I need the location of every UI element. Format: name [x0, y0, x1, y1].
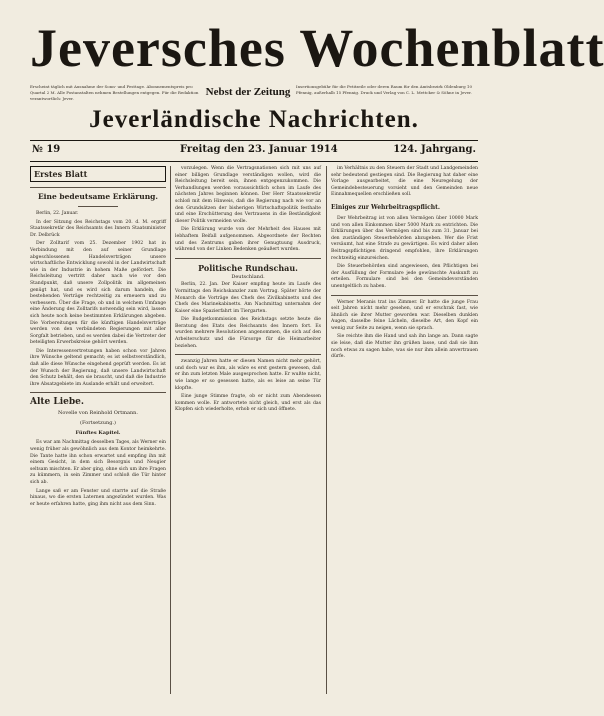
- masthead-subtitle: Jeverländische Nachrichten.: [89, 106, 419, 133]
- issue-bar: [30, 140, 478, 162]
- article-paragraph: Der Zolltarif vom 25. Dezember 1902 hat in Verbindung mit den auf seiner Grundlage abgeschlossenen Handelsverträgen unsere wirtschaftliche Entwicklung sowohl in der Landwirtschaft wie in der Industrie in hohem Maße gefördert. Die Reichsleitung vertritt daher nach wie vor den Standpunkt, daß unsere Zollpolitik im allgemeinen genügt hat, und es wird sich darum handeln, die bestehenden Verträge rechtzeitig zu erneuern und zu verbessern. Über die Frage, ob und in welchem Umfange eine Änderung des Zolltarifs notwendig sein wird, lassen sich heute noch keine bestimmten Erklärungen abgeben. Die Vorbereitungen für die künftigen Handelsverträge werden von den verbündeten Regierungen mit aller Sorgfalt betrieben, und es werden dabei die Vertreter der beteiligten Erwerbskreise gehört werden.: [30, 241, 166, 346]
- issue-volume: 124. Jahrgang.: [393, 144, 476, 155]
- novel-paragraph: Lange saß er am Fenster und starrte auf die Straße hinaus, wo die ersten Laternen angezündet wurden. Was er heute erfahren hatte, ging ihm nicht aus dem Sinn.: [30, 488, 166, 507]
- divider: [175, 354, 321, 355]
- section-erstes-blatt: Erstes Blatt: [30, 166, 166, 182]
- issue-date: Freitag den 23. Januar 1914: [180, 144, 338, 155]
- column-divider: [170, 166, 171, 694]
- section-wehrbeitrag: Einiges zur Wehrbeitragspflicht.: [331, 203, 440, 211]
- article-paragraph: Berlin, 22. Jan. Der Kaiser empfing heute im Laufe des Vormittags den Reichskanzler zum Vortrag. Später hörte der Monarch die Vorträge des Chefs des Zivilkabinetts und des Chefs des Marinekabinetts. Am Nachmittag unternahm der Kaiser eine Spazierfahrt im Tiergarten.: [175, 282, 321, 314]
- article-paragraph: Die Erklärung wurde von der Mehrheit des Hauses mit lebhaftem Beifall aufgenommen. Abgeordnete der Rechten und des Zentrums gaben ihrer Genugtuung Ausdruck, während von der Linken Bedenken geäußert wurden.: [175, 227, 321, 253]
- divider: [175, 258, 321, 259]
- article-dateline: Berlin, 22. Januar.: [36, 211, 79, 216]
- section-politische-rundschau: Politische Rundschau.: [198, 262, 298, 273]
- divider: [30, 187, 166, 188]
- article-paragraph: In der Sitzung des Reichstags vom 20. d. M. ergriff Staatssekretär des Reichsamts des Innern Staatsminister Dr. Delbrück: [30, 219, 166, 238]
- column-divider: [326, 166, 327, 694]
- article-paragraph: vorzulegen. Wenn die Vertragsnationen sich mit uns auf einer billigen Grundlage verständigen wollen, wird die Reichsleitung bereit sein, ihnen entgegenzukommen. Die Verhandlungen werden voraussichtlich schon im Laufe des nächsten Jahres beginnen können. Der Herr Staatssekretär schloß mit dem Hinweis, daß die Regierung nach wie vor an den Grundsätzen der bisherigen Wirtschaftspolitik festhalte und eine Erschütterung des Vertrauens in die Beständigkeit dieser Politik vermeiden wolle.: [175, 166, 321, 224]
- article-paragraph: Die Interessenvertretungen haben schon vor Jahren ihre Wünsche geltend gemacht; es ist selbstverständlich, daß alle diese Wünsche eingehend geprüft werden. Es ist der Wunsch der Regierung, daß unsere Landwirtschaft den Schutz behält, den sie braucht, und daß die Industrie ihre Absatzgebiete im Auslande erhält und erweitert.: [30, 348, 166, 387]
- novel-continuation: (Fortsetzung.): [80, 420, 116, 427]
- novel-paragraph: Sie reichte ihm die Hand und sah ihn lange an. Dann sagte sie leise, daß die Mutter ihn grüßen lasse, und daß sie ihm noch etwas zu sagen habe, was sie nur ihm allein anvertrauen dürfe.: [331, 334, 478, 360]
- masthead-title: Jeversches Wochenblatt: [30, 18, 604, 78]
- column-3: [331, 166, 478, 694]
- divider: [30, 392, 166, 393]
- novel-paragraph: Eine junge Stimme fragte, ob er nicht zum Abendessen kommen wolle. Er antwortete nicht gleich, und erst als das Klopfen sich wiederholte, erhob er sich und öffnete.: [175, 394, 321, 413]
- article-paragraph: Der Wehrbeitrag ist von allen Vermögen über 10000 Mark und von allen Einkommen über 5000 Mark zu entrichten. Die Erklärungen über das Vermögen sind bis zum 31. Januar bei den zuständigen Steuerbehörden abzugeben. Wer die Frist versäumt, hat eine Strafe zu gewärtigen. Es wird daher allen Beitragspflichtigen dringend empfohlen, ihre Erklärungen rechtzeitig einzureichen.: [331, 215, 478, 261]
- issue-number: № 19: [32, 144, 61, 155]
- divider: [78, 206, 118, 207]
- article-paragraph: im Verhältnis zu den Steuern der Stadt und Landgemeinden sehr bedeutend gestiegen sind. Die Regierung hat daher eine Vorlage ausgearbeitet, die eine Neuregelung der Gemeindebesteuerung vorsieht und den Gemeinden neue Einnahmequellen erschließen soll.: [331, 166, 478, 198]
- novel-title: Alte Liebe.: [30, 397, 85, 408]
- novel-author: Novelle von Reinhold Ortmann.: [58, 410, 138, 417]
- novel-paragraph: Werner Meranis trat ins Zimmer. Er hatte die junge Frau seit Jahren nicht mehr gesehen, und er erschrak fast, wie ähnlich sie ihrer Mutter geworden war. Dieselben dunklen Augen, dasselbe feine Lächeln, dieselbe Art, den Kopf ein wenig zur Seite zu neigen, wenn sie sprach.: [331, 299, 478, 331]
- novel-paragraph: zwanzig Jahren hatte er diesen Namen nicht mehr gehört, und doch war es ihm, als wäre es erst gestern gewesen, daß er ihn zum letzten Male ausgesprochen hatte. Er wußte nicht, wie lange er so gesessen hatte, als es leise an seine Tür klopfte.: [175, 359, 321, 391]
- section-deutschland: Deutschland.: [231, 273, 265, 280]
- divider: [331, 295, 478, 296]
- article-paragraph: Die Steuerbehörden sind angewiesen, den Pflichtigen bei der Ausfüllung der Formulare jede gewünschte Auskunft zu erteilen. Formulare sind bei den Gemeindevorständen unentgeltlich zu haben.: [331, 264, 478, 289]
- novel-chapter: Fünftes Kapitel.: [75, 430, 121, 437]
- column-1: [30, 166, 166, 694]
- nebst-der-zeitung: Nebst der Zeitung: [205, 86, 291, 98]
- subscription-info: Erscheint täglich mit Ausnahme der Sonn- und Festtage. Abonnementspreis pro Quartal 2 M. Alle Postanstalten nehmen Bestellungen entgegen. Für die Redaktion verantwortlich: Jever.: [30, 84, 199, 101]
- advertising-info: Insertionsgebühr für die Petitzeile oder deren Raum für den Amtsbezirk Oldenburg 10 Pfennig, außerhalb 15 Pfennig. Druck und Verlag von C. L. Mettcker & Söhne in Jever.: [296, 84, 473, 95]
- article-paragraph: Die Budgetkommission des Reichstags setzte heute die Beratung des Etats des Reichsamts des Innern fort. Es wurden mehrere Resolutionen angenommen, die sich auf den Arbeiterschutz und die Fürsorge für die Heimarbeiter beziehen.: [175, 317, 321, 349]
- column-2: [175, 166, 321, 694]
- article-title: Eine bedeutsame Erklärung.: [37, 192, 159, 201]
- novel-paragraph: Es war am Nachmittag desselben Tages, als Werner ein wenig früher als gewöhnlich aus dem Kontor heimkehrte. Die Tante hatte ihn schon erwartet und empfing ihn mit einem Gesicht, in dem sich Besorgnis und Neugier seltsam mischten. Er aber ging, ohne sich um ihre Fragen zu kümmern, in sein Zimmer und schloß die Tür hinter sich ab.: [30, 440, 166, 485]
